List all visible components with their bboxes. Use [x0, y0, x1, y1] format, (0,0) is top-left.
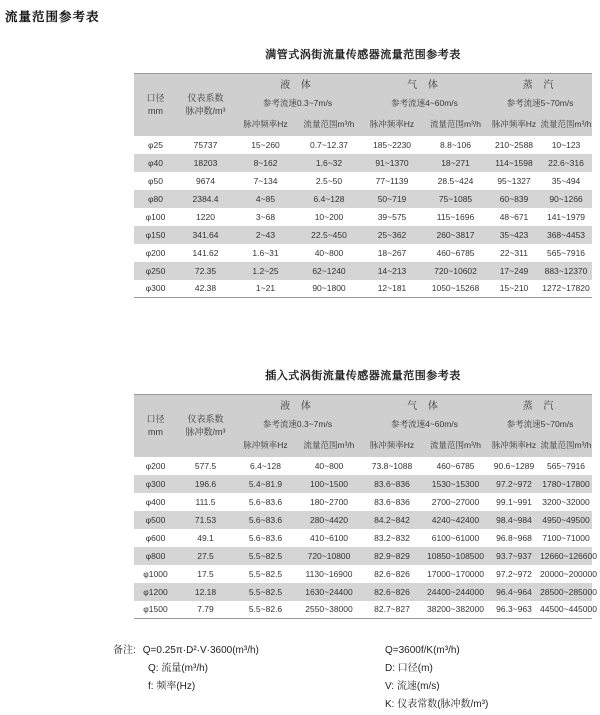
notes-left-column	[113, 642, 385, 714]
table-cell: 196.6	[177, 475, 234, 493]
table-cell: 98.4~984	[488, 511, 540, 529]
col-header-diameter	[134, 74, 177, 136]
subcol-gas-freq: 脉冲频率Hz	[361, 112, 423, 136]
table-cell: 3200~32000	[540, 493, 592, 511]
table-cell: 2.5~50	[297, 172, 361, 190]
table-cell: φ300	[134, 475, 177, 493]
table-cell: 7.79	[177, 601, 234, 619]
table-cell: 97.2~972	[488, 475, 540, 493]
velocity-steam: 参考流速5~70m/s	[488, 94, 592, 112]
table-cell: 368~4453	[540, 226, 592, 244]
table-cell: 5.5~82.6	[234, 601, 297, 619]
table-cell: 75737	[177, 136, 234, 154]
subcol-liquid-range: 流量范围m³/h	[297, 433, 361, 457]
table-cell: φ80	[134, 190, 177, 208]
table-cell: 10~200	[297, 208, 361, 226]
subcol-liquid-freq: 脉冲频率Hz	[234, 433, 297, 457]
table-cell: 100~1500	[297, 475, 361, 493]
table-cell: 84.2~842	[361, 511, 423, 529]
table-cell: 410~6100	[297, 529, 361, 547]
table-cell: 82.7~827	[361, 601, 423, 619]
table-cell: 565~7916	[540, 244, 592, 262]
full-pipe-table-block	[134, 46, 592, 298]
table-cell: 96.8~968	[488, 529, 540, 547]
col-header-coefficient	[177, 74, 234, 136]
insertion-table-body	[134, 457, 597, 619]
table-cell: 40~800	[297, 457, 361, 475]
table-cell: 96.4~964	[488, 583, 540, 601]
group-header-steam: 蒸 汽	[488, 395, 592, 415]
table-row	[134, 280, 592, 298]
table-cell: 1630~24400	[297, 583, 361, 601]
table-cell: φ600	[134, 529, 177, 547]
table-cell: 28500~285000	[540, 583, 592, 601]
table-cell: 5.5~82.5	[234, 583, 297, 601]
table-cell: φ1000	[134, 565, 177, 583]
table-cell: φ500	[134, 511, 177, 529]
table-row	[134, 226, 592, 244]
table-row	[134, 583, 592, 601]
table-cell: φ25	[134, 136, 177, 154]
table-cell: 12660~126600	[540, 547, 592, 565]
diameter-unit: mm	[148, 426, 163, 437]
velocity-gas: 参考流速4~60m/s	[361, 94, 488, 112]
subcol-liquid-freq: 脉冲频率Hz	[234, 112, 297, 136]
table-cell: 4~85	[234, 190, 297, 208]
table-cell: 62~1240	[297, 262, 361, 280]
table-cell: 6.4~128	[297, 190, 361, 208]
table-cell: 185~2230	[361, 136, 423, 154]
table-cell: φ100	[134, 208, 177, 226]
table-cell: 25~362	[361, 226, 423, 244]
group-header-liquid: 液 体	[234, 395, 361, 415]
notes-right-column	[385, 642, 488, 714]
table-cell: 883~12370	[540, 262, 592, 280]
table-cell: 1220	[177, 208, 234, 226]
header-row-groups	[134, 74, 592, 94]
table-cell: 8~162	[234, 154, 297, 172]
table-cell: 22~311	[488, 244, 540, 262]
subcol-steam-range: 流量范围m³/h	[540, 433, 592, 457]
table-row	[134, 529, 592, 547]
group-header-gas: 气 体	[361, 395, 488, 415]
insertion-table-title: 插入式涡街流量传感器流量范围参考表	[265, 370, 461, 382]
table-cell: 5.4~81.9	[234, 475, 297, 493]
table-cell: 2550~38000	[297, 601, 361, 619]
coefficient-unit: 脉冲数/m³	[185, 105, 226, 116]
table-cell: 71.53	[177, 511, 234, 529]
note-line	[113, 642, 385, 660]
table-cell: 8.8~106	[423, 136, 488, 154]
table-cell: φ400	[134, 493, 177, 511]
subcol-gas-range: 流量范围m³/h	[423, 112, 488, 136]
table-row	[134, 208, 592, 226]
diameter-label: 口径	[146, 92, 165, 103]
table-cell: 18203	[177, 154, 234, 172]
table-cell: 82.6~826	[361, 565, 423, 583]
table-cell: φ40	[134, 154, 177, 172]
table-cell: 115~1696	[423, 208, 488, 226]
table-cell: 44500~445000	[540, 601, 592, 619]
table-cell: 40~800	[297, 244, 361, 262]
table-cell: 280~4420	[297, 511, 361, 529]
table-cell: 341.64	[177, 226, 234, 244]
table-cell: φ250	[134, 262, 177, 280]
table-cell: 18~267	[361, 244, 423, 262]
table-cell: 0.7~12.37	[297, 136, 361, 154]
table-cell: 83.2~832	[361, 529, 423, 547]
table-cell: 114~1598	[488, 154, 540, 172]
table-cell: 10850~108500	[423, 547, 488, 565]
subcol-gas-freq: 脉冲频率Hz	[361, 433, 423, 457]
group-header-steam: 蒸 汽	[488, 74, 592, 94]
table-cell: φ300	[134, 280, 177, 298]
table-cell: 60~839	[488, 190, 540, 208]
table-cell: 72.35	[177, 262, 234, 280]
table-cell: φ200	[134, 244, 177, 262]
note-definition-k: K: 仪表常数(脉冲数/m³)	[385, 699, 489, 710]
table-cell: 39~575	[361, 208, 423, 226]
table-cell: 12~181	[361, 280, 423, 298]
table-cell: 97.2~972	[488, 565, 540, 583]
table-cell: 7100~71000	[540, 529, 592, 547]
table-cell: 1~21	[234, 280, 297, 298]
table-cell: 1050~15268	[423, 280, 488, 298]
table-cell: 720~10800	[297, 547, 361, 565]
table-cell: 1272~17820	[540, 280, 592, 298]
table-cell: 17~249	[488, 262, 540, 280]
full-pipe-table-title: 满管式涡街流量传感器流量范围参考表	[265, 49, 461, 61]
subcol-gas-range: 流量范围m³/h	[423, 433, 488, 457]
table-cell: 95~1327	[488, 172, 540, 190]
table-cell: φ800	[134, 547, 177, 565]
table-header	[134, 395, 592, 457]
note-definition-v: V: 流速(m/s)	[385, 681, 440, 692]
table-row	[134, 601, 592, 619]
table-cell: φ1500	[134, 601, 177, 619]
table-cell: 22.6~316	[540, 154, 592, 172]
table-cell: 18~271	[423, 154, 488, 172]
table-cell: 83.6~836	[361, 475, 423, 493]
table-cell: 12.18	[177, 583, 234, 601]
table-cell: 27.5	[177, 547, 234, 565]
notes-section	[113, 642, 600, 714]
table-cell: 5.5~82.5	[234, 547, 297, 565]
table-row	[134, 511, 592, 529]
table-row	[134, 136, 592, 154]
table-cell: 1.6~31	[234, 244, 297, 262]
table-cell: 260~3817	[423, 226, 488, 244]
table-cell: 6100~61000	[423, 529, 488, 547]
table-cell: 93.7~937	[488, 547, 540, 565]
table-cell: 35~494	[540, 172, 592, 190]
table-cell: 75~1085	[423, 190, 488, 208]
table-cell: 4240~42400	[423, 511, 488, 529]
velocity-steam: 参考流速5~70m/s	[488, 415, 592, 433]
table-cell: 50~719	[361, 190, 423, 208]
insertion-table-block	[134, 367, 597, 619]
col-header-diameter	[134, 395, 177, 457]
table-cell: 1530~15300	[423, 475, 488, 493]
table-cell: 3~68	[234, 208, 297, 226]
table-cell: φ150	[134, 226, 177, 244]
full-pipe-table	[134, 73, 592, 298]
table-cell: 82.9~829	[361, 547, 423, 565]
table-cell: 42.38	[177, 280, 234, 298]
table-row	[134, 262, 592, 280]
page-title: 流量范围参考表	[5, 10, 100, 24]
note-definition-f: f: 频率(Hz)	[148, 681, 196, 692]
coefficient-label: 仪表系数	[187, 92, 224, 103]
table-cell: 720~10602	[423, 262, 488, 280]
table-cell: 38200~382000	[423, 601, 488, 619]
coefficient-label: 仪表系数	[187, 413, 224, 424]
table-cell: 5.6~83.6	[234, 511, 297, 529]
table-cell: 1130~16900	[297, 565, 361, 583]
table-cell: 91~1370	[361, 154, 423, 172]
table-cell: 577.5	[177, 457, 234, 475]
notes-label: 备注:	[113, 645, 136, 656]
table-cell: 1.6~32	[297, 154, 361, 172]
table-cell: 111.5	[177, 493, 234, 511]
table-cell: 460~6785	[423, 457, 488, 475]
table-cell: 7~134	[234, 172, 297, 190]
subcol-steam-range: 流量范围m³/h	[540, 112, 592, 136]
diameter-unit: mm	[148, 105, 163, 116]
table-cell: 90~1266	[540, 190, 592, 208]
table-cell: 73.8~1088	[361, 457, 423, 475]
subcol-steam-freq: 脉冲频率Hz	[488, 112, 540, 136]
table-cell: 49.1	[177, 529, 234, 547]
table-cell: 17000~170000	[423, 565, 488, 583]
table-cell: 96.3~963	[488, 601, 540, 619]
table-row	[134, 244, 592, 262]
table-cell: 90~1800	[297, 280, 361, 298]
table-cell: 6.4~128	[234, 457, 297, 475]
table-cell: 141~1979	[540, 208, 592, 226]
full-pipe-table-body	[134, 136, 592, 298]
table-cell: 141.62	[177, 244, 234, 262]
subcol-liquid-range: 流量范围m³/h	[297, 112, 361, 136]
insertion-table	[134, 394, 597, 619]
table-cell: 22.5~450	[297, 226, 361, 244]
table-cell: 90.6~1289	[488, 457, 540, 475]
table-cell: φ1200	[134, 583, 177, 601]
table-cell: 15~210	[488, 280, 540, 298]
table-cell: 2~43	[234, 226, 297, 244]
table-cell: 99.1~991	[488, 493, 540, 511]
table-cell: 35~423	[488, 226, 540, 244]
coefficient-unit: 脉冲数/m³	[185, 426, 226, 437]
table-row	[134, 565, 592, 583]
group-header-gas: 气 体	[361, 74, 488, 94]
table-row	[134, 493, 592, 511]
table-cell: 82.6~826	[361, 583, 423, 601]
table-cell: 2700~27000	[423, 493, 488, 511]
note-definition-q: Q: 流量(m³/h)	[148, 663, 208, 674]
table-cell: 9674	[177, 172, 234, 190]
table-cell: 460~6785	[423, 244, 488, 262]
table-cell: φ200	[134, 457, 177, 475]
table-cell: 1.2~25	[234, 262, 297, 280]
velocity-liquid: 参考流速0.3~7m/s	[234, 94, 361, 112]
table-row	[134, 190, 592, 208]
table-cell: 4950~49500	[540, 511, 592, 529]
table-cell: 210~2588	[488, 136, 540, 154]
table-header	[134, 74, 592, 136]
table-row	[134, 475, 592, 493]
table-row	[134, 547, 592, 565]
table-cell: 5.6~83.6	[234, 529, 297, 547]
table-cell: 15~260	[234, 136, 297, 154]
group-header-liquid: 液 体	[234, 74, 361, 94]
table-cell: 28.5~424	[423, 172, 488, 190]
table-cell: 24400~244000	[423, 583, 488, 601]
subcol-steam-freq: 脉冲频率Hz	[488, 433, 540, 457]
table-cell: 77~1139	[361, 172, 423, 190]
table-cell: 565~7916	[540, 457, 592, 475]
note-formula-q-freq: Q=3600f/K(m³/h)	[385, 645, 460, 656]
table-cell: 20000~200000	[540, 565, 592, 583]
table-cell: 5.5~82.5	[234, 565, 297, 583]
table-row	[134, 154, 592, 172]
velocity-liquid: 参考流速0.3~7m/s	[234, 415, 361, 433]
note-definition-d: D: 口径(m)	[385, 663, 433, 674]
diameter-label: 口径	[146, 413, 165, 424]
header-row-groups	[134, 395, 592, 415]
table-cell: 14~213	[361, 262, 423, 280]
table-cell: 1780~17800	[540, 475, 592, 493]
table-cell: 5.6~83.6	[234, 493, 297, 511]
table-cell: 83.6~836	[361, 493, 423, 511]
velocity-gas: 参考流速4~60m/s	[361, 415, 488, 433]
table-cell: 180~2700	[297, 493, 361, 511]
table-cell: 10~123	[540, 136, 592, 154]
col-header-coefficient	[177, 395, 234, 457]
table-cell: 17.5	[177, 565, 234, 583]
table-row	[134, 172, 592, 190]
table-cell: φ50	[134, 172, 177, 190]
table-cell: 48~671	[488, 208, 540, 226]
table-row	[134, 457, 592, 475]
note-formula-q-volume: Q=0.25π·D²·V·3600(m³/h)	[142, 645, 259, 656]
table-cell: 2384.4	[177, 190, 234, 208]
